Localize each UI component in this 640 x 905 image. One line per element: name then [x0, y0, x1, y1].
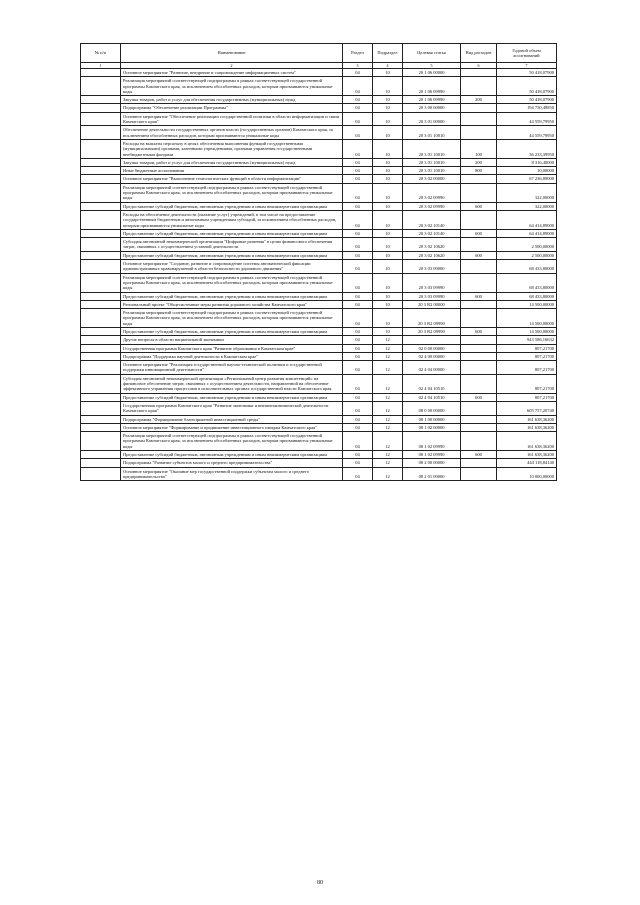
row-expense-type: [461, 336, 497, 344]
row-subsection: 10: [373, 158, 403, 166]
row-number-cell: [81, 393, 121, 401]
row-name: Основное мероприятие "Оказание мер государственной поддержки субъектам малого и среднего предпринимательства": [121, 467, 343, 481]
header-name: Наименование: [121, 44, 343, 63]
row-expense-type: [461, 260, 497, 274]
row-amount: 50 418,07900: [497, 77, 557, 96]
table-row: [81, 273, 557, 292]
row-expense-type: [461, 126, 497, 140]
row-subsection: 10: [373, 175, 403, 183]
row-section: 04: [343, 210, 373, 229]
column-number: 1: [81, 63, 121, 69]
row-subsection: 10: [373, 210, 403, 229]
row-subsection: 12: [373, 401, 403, 415]
row-number-cell: [81, 401, 121, 415]
row-target: 20 1 06 09990: [403, 96, 461, 104]
row-name: Основное мероприятие "Выполнение технологических функций в области информатизации": [121, 175, 343, 183]
row-number-cell: [81, 77, 121, 96]
row-section: 04: [343, 158, 373, 166]
row-section: 04: [343, 361, 373, 375]
row-number-cell: [81, 229, 121, 237]
row-subsection: 10: [373, 139, 403, 158]
row-expense-type: 600: [461, 327, 497, 335]
row-amount: 36 233,39950: [497, 139, 557, 158]
column-number: 2: [121, 63, 343, 69]
row-name: Закупка товаров, работ и услуг для обеспечения государственных (муниципальных) нужд: [121, 96, 343, 104]
row-number-cell: [81, 273, 121, 292]
row-amount: 807,21700: [497, 352, 557, 360]
row-number-cell: [81, 260, 121, 274]
row-expense-type: [461, 69, 497, 77]
row-amount: 8 316,40000: [497, 158, 557, 166]
header-target: Целевая статья: [403, 44, 461, 63]
row-number-cell: [81, 344, 121, 352]
row-number-cell: [81, 432, 121, 451]
row-name: Реализация мероприятий соответствующей подпрограммы в рамках соответствующей государственной программы Камчатского края, за исключением обособленных расходов, которым присваиваются уникальные коды: [121, 273, 343, 292]
row-target: 02 4 04 10510: [403, 393, 461, 401]
row-subsection: 12: [373, 374, 403, 393]
table-row: [81, 393, 557, 401]
row-name: Основное мероприятие "Формирование и продвижение инвестиционного имиджа Камчатского края": [121, 423, 343, 431]
row-expense-type: 600: [461, 251, 497, 259]
row-section: 04: [343, 273, 373, 292]
row-amount: 64 414,89000: [497, 229, 557, 237]
row-target: 20 3 01 00000: [403, 112, 461, 126]
row-section: 04: [343, 415, 373, 423]
row-name: Предоставление субсидий бюджетным, автономным учреждениям и иным некоммерческим организациям: [121, 292, 343, 300]
column-number: 6: [461, 63, 497, 69]
table-row: [81, 183, 557, 202]
row-subsection: 10: [373, 300, 403, 308]
row-name: Другие вопросы в области национальной экономики: [121, 336, 343, 344]
row-expense-type: 600: [461, 229, 497, 237]
row-section: 04: [343, 451, 373, 459]
table-row: [81, 309, 557, 328]
row-target: 20 3 02 10620: [403, 238, 461, 252]
row-target: 20 3 R2 00000: [403, 300, 461, 308]
row-number-cell: [81, 158, 121, 166]
row-amount: 322,00000: [497, 183, 557, 202]
row-section: 04: [343, 238, 373, 252]
row-number-cell: [81, 374, 121, 393]
row-subsection: 12: [373, 467, 403, 481]
row-amount: 10 000,00000: [497, 467, 557, 481]
row-section: 04: [343, 126, 373, 140]
row-section: 04: [343, 467, 373, 481]
row-expense-type: [461, 112, 497, 126]
table-row: [81, 229, 557, 237]
row-name: Государственная программа Камчатского края "Развитие образования в Камчатском крае": [121, 344, 343, 352]
header-subsection: Подраздел: [373, 44, 403, 63]
row-section: 04: [343, 96, 373, 104]
row-target: 08 1 02 09990: [403, 451, 461, 459]
row-number-cell: [81, 251, 121, 259]
row-expense-type: 600: [461, 292, 497, 300]
row-section: 04: [343, 175, 373, 183]
row-section: 04: [343, 309, 373, 328]
row-expense-type: [461, 467, 497, 481]
row-amount: 68 433,80000: [497, 260, 557, 274]
row-amount: 67 236,89000: [497, 175, 557, 183]
row-name: Реализация мероприятий соответствующей подпрограммы в рамках соответствующей государственной программы Камчатского края, за исключением обособленных расходов, которым присваиваются уникальные коды: [121, 432, 343, 451]
table-row: [81, 158, 557, 166]
table-row: [81, 260, 557, 274]
row-subsection: 12: [373, 352, 403, 360]
row-name: Предоставление субсидий бюджетным, автономным учреждениям и иным некоммерческим организациям: [121, 327, 343, 335]
row-amount: 444 118,84140: [497, 459, 557, 467]
row-amount: 50 418,07900: [497, 96, 557, 104]
row-target: 02 4 04 00000: [403, 361, 461, 375]
row-number-cell: [81, 112, 121, 126]
table-row: [81, 327, 557, 335]
row-section: 04: [343, 393, 373, 401]
row-name: Государственная программа Камчатского края "Развитие экономики и внешнеэкономической деятельности Камчатского края": [121, 401, 343, 415]
row-subsection: 12: [373, 336, 403, 344]
row-subsection: 10: [373, 167, 403, 175]
table-row: [81, 432, 557, 451]
row-target: 20 3 03 00000: [403, 260, 461, 274]
row-expense-type: [461, 423, 497, 431]
row-subsection: 12: [373, 432, 403, 451]
row-section: 04: [343, 183, 373, 202]
row-expense-type: [461, 210, 497, 229]
row-expense-type: [461, 175, 497, 183]
row-expense-type: [461, 432, 497, 451]
row-name: Субсидия автономной некоммерческой организации "Цифровые решения" в целях финансового обеспечения затрат, связанных с осуществлением уставной деятельности: [121, 238, 343, 252]
row-expense-type: 100: [461, 139, 497, 158]
row-subsection: 12: [373, 361, 403, 375]
row-section: 04: [343, 104, 373, 112]
page-number: 80: [317, 880, 323, 886]
row-expense-type: [461, 374, 497, 393]
row-amount: 14 500,00000: [497, 309, 557, 328]
row-subsection: 12: [373, 451, 403, 459]
row-expense-type: [461, 459, 497, 467]
row-subsection: 10: [373, 104, 403, 112]
row-amount: 2 500,00000: [497, 251, 557, 259]
row-expense-type: [461, 104, 497, 112]
row-subsection: 10: [373, 292, 403, 300]
row-section: 04: [343, 77, 373, 96]
row-target: 02 0 00 00000: [403, 344, 461, 352]
row-target: 20 3 01 10010: [403, 167, 461, 175]
row-number-cell: [81, 183, 121, 202]
row-amount: 68 433,80000: [497, 292, 557, 300]
row-number-cell: [81, 352, 121, 360]
row-target: 02 4 04 10510: [403, 374, 461, 393]
table-row: [81, 69, 557, 77]
row-name: Расходы на выплаты персоналу в целях обеспечения выполнения функций государственными (муниципальными) органами, казенными учреждениями, органами управления государственными внебюджетными фондами: [121, 139, 343, 158]
row-subsection: 10: [373, 327, 403, 335]
row-expense-type: [461, 361, 497, 375]
row-name: Подпрограмма "Обеспечение реализации Программы": [121, 104, 343, 112]
row-target: 08 0 00 00000: [403, 401, 461, 415]
row-number-cell: [81, 423, 121, 431]
row-number-cell: [81, 139, 121, 158]
row-section: 04: [343, 423, 373, 431]
row-amount: 807,21700: [497, 344, 557, 352]
table-row: [81, 77, 557, 96]
row-subsection: 10: [373, 229, 403, 237]
column-number: 4: [373, 63, 403, 69]
row-amount: 44 559,79950: [497, 126, 557, 140]
row-amount: 161 638,36200: [497, 415, 557, 423]
row-expense-type: [461, 183, 497, 202]
row-name: Иные бюджетные ассигнования: [121, 167, 343, 175]
table-row: [81, 167, 557, 175]
row-amount: 44 559,79950: [497, 112, 557, 126]
header-amount: Годовой объем ассигнований: [497, 44, 557, 63]
row-section: 04: [343, 344, 373, 352]
row-number-cell: [81, 210, 121, 229]
row-section: 04: [343, 352, 373, 360]
row-name: Предоставление субсидий бюджетным, автономным учреждениям и иным некоммерческим организациям: [121, 251, 343, 259]
row-amount: 943 586,16632: [497, 336, 557, 344]
row-expense-type: [461, 273, 497, 292]
row-target: 20 3 02 00000: [403, 175, 461, 183]
row-number-cell: [81, 309, 121, 328]
row-section: 04: [343, 202, 373, 210]
row-section: 04: [343, 139, 373, 158]
row-target: 08 1 00 00000: [403, 415, 461, 423]
row-section: 04: [343, 432, 373, 451]
row-section: 04: [343, 251, 373, 259]
table-row: [81, 467, 557, 481]
row-number-cell: [81, 238, 121, 252]
table-row: [81, 423, 557, 431]
row-section: 04: [343, 336, 373, 344]
header-section: Раздел: [343, 44, 373, 63]
table-row: [81, 96, 557, 104]
row-name: Региональный проект "Общесистемные меры развития дорожного хозяйства Камчатского края": [121, 300, 343, 308]
header-number: № п/п: [81, 44, 121, 63]
row-number-cell: [81, 126, 121, 140]
row-target: 20 3 02 10620: [403, 251, 461, 259]
table-row: [81, 459, 557, 467]
row-number-cell: [81, 459, 121, 467]
row-expense-type: [461, 352, 497, 360]
table-row: [81, 361, 557, 375]
row-section: 04: [343, 300, 373, 308]
row-number-cell: [81, 336, 121, 344]
row-number-cell: [81, 451, 121, 459]
row-number-cell: [81, 327, 121, 335]
row-name: Реализация мероприятий соответствующей подпрограммы в рамках соответствующей государственной программы Камчатского края, за исключением обособленных расходов, которым присваиваются уникальные коды: [121, 309, 343, 328]
row-target: 20 3 R2 09990: [403, 309, 461, 328]
row-target: 08 1 02 00000: [403, 423, 461, 431]
row-subsection: 10: [373, 183, 403, 202]
row-subsection: 10: [373, 309, 403, 328]
row-section: 04: [343, 167, 373, 175]
row-name: Основное мероприятие "Развитие, внедрение и сопровождение информационных систем": [121, 69, 343, 77]
row-expense-type: [461, 344, 497, 352]
row-section: 04: [343, 374, 373, 393]
row-target: 20 3 01 10010: [403, 139, 461, 158]
row-section: 04: [343, 327, 373, 335]
row-target: 08 2 00 00000: [403, 459, 461, 467]
row-name: Предоставление субсидий бюджетным, автономным учреждениям и иным некоммерческим организациям: [121, 229, 343, 237]
row-section: 04: [343, 401, 373, 415]
row-target: 02 4 00 00000: [403, 352, 461, 360]
row-number-cell: [81, 96, 121, 104]
row-subsection: 12: [373, 415, 403, 423]
table-body: [81, 69, 557, 481]
table-row: [81, 292, 557, 300]
row-amount: 10,00000: [497, 167, 557, 175]
table-header: [81, 44, 557, 69]
row-name: Подпрограмма "Поддержка научной деятельности в Камчатском крае": [121, 352, 343, 360]
row-amount: 50 418,07900: [497, 69, 557, 77]
row-expense-type: 600: [461, 451, 497, 459]
table-row: [81, 415, 557, 423]
row-expense-type: [461, 238, 497, 252]
row-target: 20 3 02 10140: [403, 210, 461, 229]
row-number-cell: [81, 300, 121, 308]
table-row: [81, 401, 557, 415]
row-expense-type: [461, 309, 497, 328]
row-number-cell: [81, 175, 121, 183]
row-section: 04: [343, 260, 373, 274]
table-row: [81, 352, 557, 360]
row-name: Подпрограмма "Развитие субъектов малого и среднего предпринимательства": [121, 459, 343, 467]
row-amount: 322,00000: [497, 202, 557, 210]
table-row: [81, 175, 557, 183]
row-name: Основное мероприятие "Создание, развитие и сопровождение системы автоматической фиксации административных правонарушений в области безопасности дорожного движения": [121, 260, 343, 274]
table-row: [81, 202, 557, 210]
row-subsection: 12: [373, 423, 403, 431]
row-amount: 14 500,00000: [497, 327, 557, 335]
row-target: 20 3 01 10010: [403, 126, 461, 140]
row-number-cell: [81, 467, 121, 481]
column-number: 7: [497, 63, 557, 69]
table-row: [81, 344, 557, 352]
row-target: 08 2 01 00000: [403, 467, 461, 481]
budget-table: [80, 43, 557, 481]
row-subsection: 10: [373, 112, 403, 126]
row-name: Реализация мероприятий соответствующей подпрограммы в рамках соответствующей государственной программы Камчатского края, за исключением обособленных расходов, которым присваиваются уникальные коды: [121, 77, 343, 96]
row-subsection: 10: [373, 260, 403, 274]
row-expense-type: 600: [461, 202, 497, 210]
row-subsection: 10: [373, 238, 403, 252]
row-subsection: 10: [373, 273, 403, 292]
row-amount: 2 500,00000: [497, 238, 557, 252]
row-subsection: 12: [373, 393, 403, 401]
row-name: Основное мероприятие "Реализация государственной научно-технической политики и государственной поддержки инновационной деятельности": [121, 361, 343, 375]
row-name: Основное мероприятие "Обеспечение реализации государственной политики в области информатизации и связи Камчатского края": [121, 112, 343, 126]
row-subsection: 10: [373, 126, 403, 140]
table-row: [81, 336, 557, 344]
row-expense-type: 200: [461, 96, 497, 104]
table-row: [81, 112, 557, 126]
row-target: 20 1 06 09990: [403, 77, 461, 96]
row-name: Обеспечение деятельности государственных органов власти (государственных органов) Камчатского края, за исключением обособленных расходов, которым присваиваются уникальные коды: [121, 126, 343, 140]
row-target: 20 3 03 09990: [403, 273, 461, 292]
row-subsection: 12: [373, 459, 403, 467]
row-name: Закупка товаров, работ и услуг для обеспечения государственных (муниципальных) нужд: [121, 158, 343, 166]
header-expense-type: Вид расходов: [461, 44, 497, 63]
row-target: 20 3 02 09990: [403, 202, 461, 210]
row-target: 08 1 02 09990: [403, 432, 461, 451]
row-name: Предоставление субсидий бюджетным, автономным учреждениям и иным некоммерческим организациям: [121, 202, 343, 210]
table-row: [81, 251, 557, 259]
column-number: 3: [343, 63, 373, 69]
row-target: 20 1 06 00000: [403, 69, 461, 77]
row-number-cell: [81, 167, 121, 175]
row-subsection: 10: [373, 77, 403, 96]
table-row: [81, 126, 557, 140]
row-expense-type: [461, 300, 497, 308]
row-name: Реализация мероприятий соответствующей подпрограммы в рамках соответствующей государственной программы Камчатского края, за исключением обособленных расходов, которым присваиваются уникальные коды: [121, 183, 343, 202]
row-name: Предоставление субсидий бюджетным, автономным учреждениям и иным некоммерческим организациям: [121, 393, 343, 401]
row-amount: 807,21700: [497, 393, 557, 401]
row-number-cell: [81, 292, 121, 300]
table-row: [81, 300, 557, 308]
row-amount: 161 638,36200: [497, 451, 557, 459]
row-target: [403, 336, 461, 344]
row-name: Предоставление субсидий бюджетным, автономным учреждениям и иным некоммерческим организациям: [121, 451, 343, 459]
row-expense-type: 800: [461, 167, 497, 175]
row-target: 20 3 02 09990: [403, 183, 461, 202]
row-number-cell: [81, 202, 121, 210]
table-row: [81, 210, 557, 229]
column-number: 5: [403, 63, 461, 69]
row-name: Подпрограмма "Формирование благоприятной инвестиционной среды": [121, 415, 343, 423]
table-row: [81, 238, 557, 252]
row-section: 04: [343, 69, 373, 77]
row-section: 04: [343, 112, 373, 126]
row-expense-type: 200: [461, 158, 497, 166]
row-expense-type: [461, 401, 497, 415]
row-amount: 194 730,48850: [497, 104, 557, 112]
row-section: 04: [343, 459, 373, 467]
row-section: 04: [343, 229, 373, 237]
row-target: 20 3 R2 09990: [403, 327, 461, 335]
row-number-cell: [81, 69, 121, 77]
row-subsection: 10: [373, 202, 403, 210]
row-expense-type: [461, 415, 497, 423]
row-name: Расходы на обеспечение деятельности (оказание услуг) учреждений, в том числе на предоставление государственным бюджетным и автономным учреждениям субсидий, за исключением обособленных расходов, которым присваиваются уникальные коды: [121, 210, 343, 229]
row-amount: 605 757,20740: [497, 401, 557, 415]
table-row: [81, 104, 557, 112]
table-row: [81, 139, 557, 158]
row-amount: 807,21700: [497, 361, 557, 375]
row-target: 20 3 02 10140: [403, 229, 461, 237]
table-row: [81, 374, 557, 393]
row-amount: 161 638,36200: [497, 432, 557, 451]
row-amount: 14 500,00000: [497, 300, 557, 308]
row-name: Субсидия автономной некоммерческой организации «Региональный центр развития компетенций» на финансовое обеспечение затрат, связанных с осуществлением деятельности, направленной на обеспечение эффективного управления процессами в исполнительных органах государственной власти Камчатского края: [121, 374, 343, 393]
row-subsection: 10: [373, 251, 403, 259]
row-number-cell: [81, 361, 121, 375]
row-expense-type: 600: [461, 393, 497, 401]
row-expense-type: [461, 77, 497, 96]
row-number-cell: [81, 415, 121, 423]
row-section: 04: [343, 292, 373, 300]
row-amount: 64 414,89000: [497, 210, 557, 229]
row-amount: 161 638,36200: [497, 423, 557, 431]
row-number-cell: [81, 104, 121, 112]
row-amount: 68 433,80000: [497, 273, 557, 292]
row-target: 20 3 00 00000: [403, 104, 461, 112]
row-subsection: 10: [373, 96, 403, 104]
row-amount: 807,21700: [497, 374, 557, 393]
row-target: 20 3 03 09990: [403, 292, 461, 300]
row-subsection: 10: [373, 69, 403, 77]
table-row: [81, 451, 557, 459]
row-target: 20 3 01 10010: [403, 158, 461, 166]
row-subsection: 12: [373, 344, 403, 352]
